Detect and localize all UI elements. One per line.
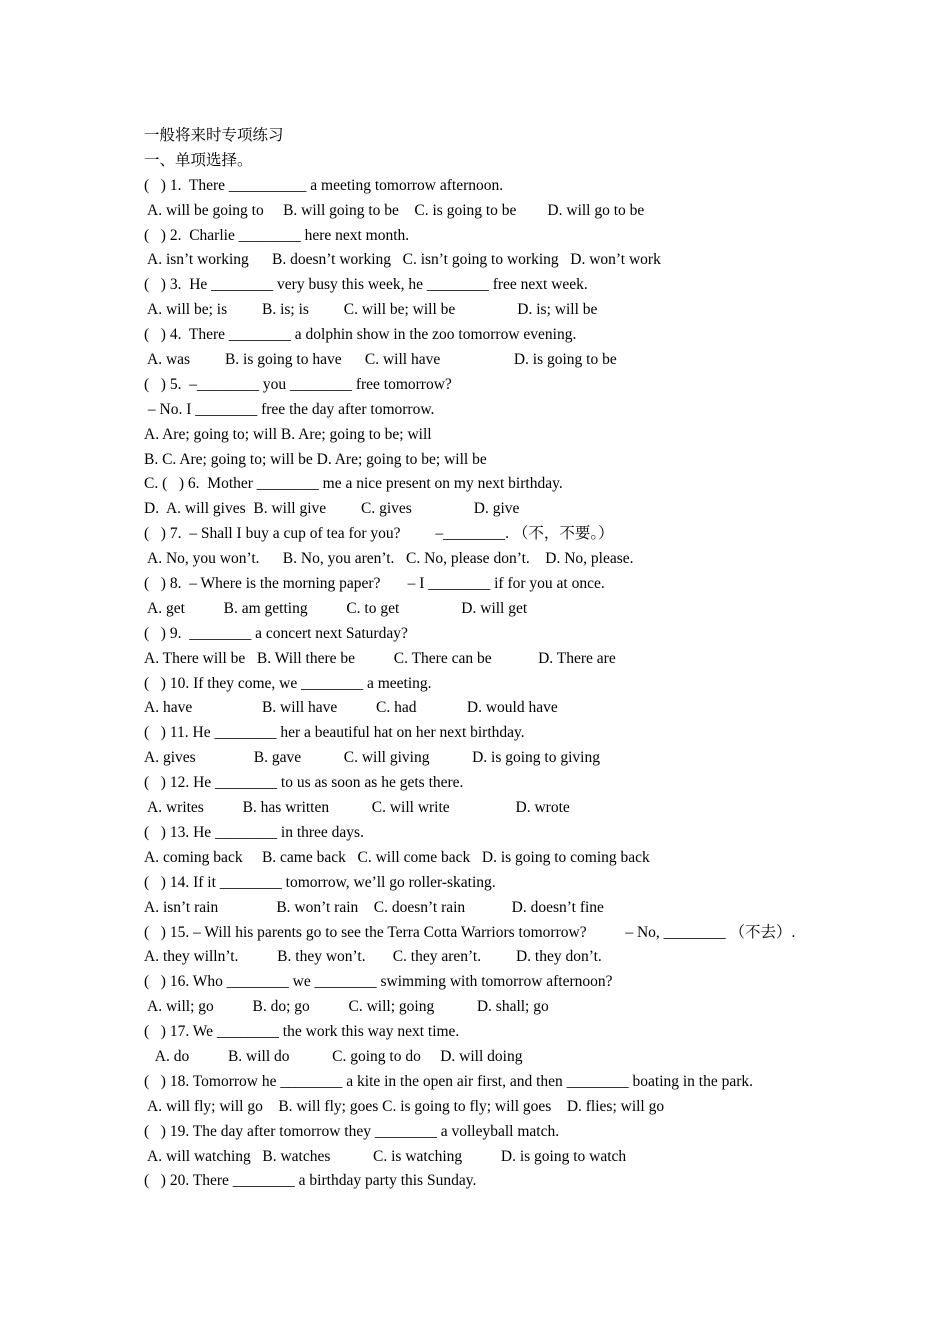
text-line: ( ) 12. He ________ to us as soon as he gets there.	[144, 774, 464, 792]
text-line: ( ) 11. He ________ her a beautiful hat on her next birthday.	[144, 724, 525, 742]
text-line: – No. I ________ free the day after tomorrow.	[144, 400, 435, 418]
text-line: B. C. Are; going to; will be D. Are; going to be; will be	[144, 450, 487, 468]
question-lines-part-2	[144, 945, 816, 1194]
text-line: A. There will be B. Will there be C. There can be D. There are	[144, 649, 616, 667]
text-line: A. will watching B. watches C. is watching D. is going to watch	[144, 1147, 627, 1165]
text-line: ( ) 17. We ________ the work this way next time.	[144, 1023, 460, 1041]
text-line: ( ) 19. The day after tomorrow they ________ a volleyball match.	[144, 1122, 560, 1140]
text-line: ( ) 18. Tomorrow he ________ a kite in the open air first, and then ________ boating in the park.	[144, 1072, 754, 1090]
text-line: ( ) 10. If they come, we ________ a meeting.	[144, 674, 432, 692]
document-title: 一般将来时专项练习	[144, 127, 284, 144]
text-line: A. gives B. gave C. will giving D. is going to giving	[144, 749, 600, 767]
text-line: ( ) 16. Who ________ we ________ swimming with tomorrow afternoon?	[144, 973, 613, 991]
text-line: ( ) 8. – Where is the morning paper? – I ________ if for you at once.	[144, 575, 605, 593]
text-line: A. will; go B. do; go C. will; going D. shall; go	[144, 998, 549, 1016]
text-line: A. Are; going to; will B. Are; going to be; will	[144, 425, 432, 443]
text-line: A. get B. am getting C. to get D. will get	[144, 599, 528, 617]
text-line: ( ) 7. – Shall I buy a cup of tea for you? –________. （不，不要。）	[144, 525, 614, 543]
text-line: ( ) 13. He ________ in three days.	[144, 823, 364, 841]
text-line: ( ) 9. ________ a concert next Saturday?	[144, 624, 408, 642]
text-line: A. isn’t rain B. won’t rain C. doesn’t rain D. doesn’t fine	[144, 898, 604, 916]
text-line: D. A. will gives B. will give C. gives D. give	[144, 500, 520, 518]
text-line: A. writes B. has written C. will write D. wrote	[144, 799, 570, 817]
text-line: A. will be; is B. is; is C. will be; will be D. is; will be	[144, 301, 598, 319]
section-heading: 一、单项选择。	[144, 151, 253, 169]
text-line: A. was B. is going to have C. will have D. is going to be	[144, 351, 617, 369]
text-line: ( ) 4. There ________ a dolphin show in the zoo tomorrow evening.	[144, 326, 577, 344]
text-line: ( ) 1. There __________ a meeting tomorrow afternoon.	[144, 176, 504, 194]
text-line: A. will fly; will go B. will fly; goes C. is going to fly; will goes D. flies; will go	[144, 1097, 665, 1115]
text-line: ( ) 5. –________ you ________ free tomorrow?	[144, 375, 452, 393]
text-line: A. they willn’t. B. they won’t. C. they aren’t. D. they don’t.	[144, 948, 602, 966]
question-lines-part-1	[144, 174, 816, 921]
text-line: ( ) 20. There ________ a birthday party this Sunday.	[144, 1172, 477, 1190]
text-line: A. No, you won’t. B. No, you aren’t. C. No, please don’t. D. No, please.	[144, 550, 634, 568]
text-line: A. have B. will have C. had D. would have	[144, 699, 558, 717]
text-line: A. will be going to B. will going to be C. is going to be D. will go to be	[144, 201, 645, 219]
text-line: A. coming back B. came back C. will come back D. is going to coming back	[144, 848, 650, 866]
text-line: ( ) 2. Charlie ________ here next month.	[144, 226, 410, 244]
text-line: ( ) 14. If it ________ tomorrow, we’ll go roller-skating.	[144, 873, 496, 891]
text-line: ( ) 3. He ________ very busy this week, he ________ free next week.	[144, 276, 588, 294]
text-line: A. do B. will do C. going to do D. will doing	[144, 1047, 523, 1065]
text-line: A. isn’t working B. doesn’t working C. isn’t going to working D. won’t work	[144, 251, 661, 269]
question-15-text: ( ) 15. – Will his parents go to see the Terra Cotta Warriors tomorrow? – No, ________ （不去）.	[144, 923, 796, 941]
exercise-document	[144, 124, 816, 1194]
text-line: C. ( ) 6. Mother ________ me a nice present on my next birthday.	[144, 475, 563, 493]
